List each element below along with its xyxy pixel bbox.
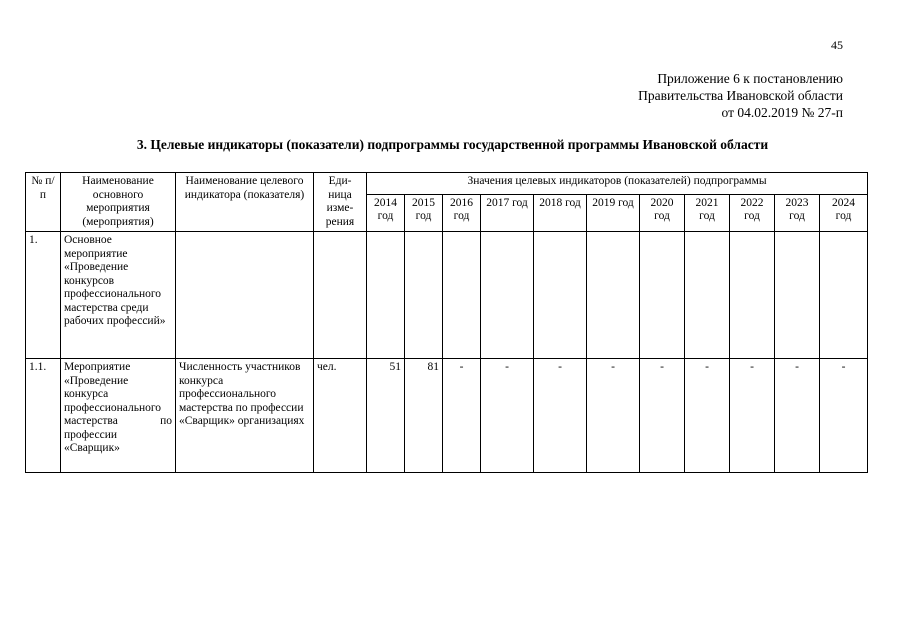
row-value	[730, 232, 775, 359]
row-unit	[314, 232, 367, 359]
row-value: -	[640, 359, 685, 473]
indicators-table	[25, 172, 868, 473]
row-value: -	[820, 359, 868, 473]
document-title: 3. Целевые индикаторы (показатели) подпрограммы государственной программы Ивановской области	[136, 137, 769, 152]
row-value	[367, 232, 405, 359]
header-indicator: Наименование целевого индикатора (показателя)	[176, 173, 314, 232]
row-value	[405, 232, 443, 359]
row-value	[685, 232, 730, 359]
row-value	[534, 232, 587, 359]
row-value: -	[481, 359, 534, 473]
row-value	[443, 232, 481, 359]
row-unit: чел.	[314, 359, 367, 473]
row-value	[775, 232, 820, 359]
row-event: Мероприятие «Проведение конкурса профессионального мастерства по профессии «Сварщик»	[61, 359, 176, 473]
appendix-line-3: от 04.02.2019 № 27-п	[721, 105, 843, 120]
row-num: 1.	[26, 232, 61, 359]
appendix-line-1: Приложение 6 к постановлению	[657, 71, 843, 86]
table-row	[26, 359, 868, 473]
header-num: № п/п	[26, 173, 61, 232]
row-value: -	[587, 359, 640, 473]
table-row	[26, 232, 868, 359]
header-values: Значения целевых индикаторов (показателей) подпрограммы	[367, 173, 868, 195]
header-year: 2020 год	[640, 194, 685, 231]
row-value: 81	[405, 359, 443, 473]
header-year: 2014 год	[367, 194, 405, 231]
row-value	[587, 232, 640, 359]
row-value: 51	[367, 359, 405, 473]
header-year: 2023 год	[775, 194, 820, 231]
header-year: 2019 год	[587, 194, 640, 231]
appendix-line-2: Правительства Ивановской области	[638, 88, 843, 103]
row-value: -	[775, 359, 820, 473]
row-value	[820, 232, 868, 359]
row-value: -	[685, 359, 730, 473]
header-row-1	[26, 173, 868, 195]
header-unit: Еди-ница изме-рения	[314, 173, 367, 232]
row-indicator	[176, 232, 314, 359]
header-year: 2018 год	[534, 194, 587, 231]
row-num: 1.1.	[26, 359, 61, 473]
page-number: 45	[831, 38, 843, 52]
header-year: 2017 год	[481, 194, 534, 231]
appendix-reference	[638, 70, 843, 121]
row-value	[640, 232, 685, 359]
header-year: 2016 год	[443, 194, 481, 231]
header-year: 2022 год	[730, 194, 775, 231]
header-year: 2015 год	[405, 194, 443, 231]
row-value	[481, 232, 534, 359]
row-value: -	[534, 359, 587, 473]
row-value: -	[443, 359, 481, 473]
row-event: Основное мероприятие «Проведение конкурсов профессионального мастерства среди рабочих профессий»	[61, 232, 176, 359]
header-year: 2021 год	[685, 194, 730, 231]
header-year: 2024 год	[820, 194, 868, 231]
header-event: Наименование основного мероприятия (мероприятия)	[61, 173, 176, 232]
row-value: -	[730, 359, 775, 473]
row-indicator: Численность участников конкурса профессионального мастерства по профессии «Сварщик» организациях	[176, 359, 314, 473]
